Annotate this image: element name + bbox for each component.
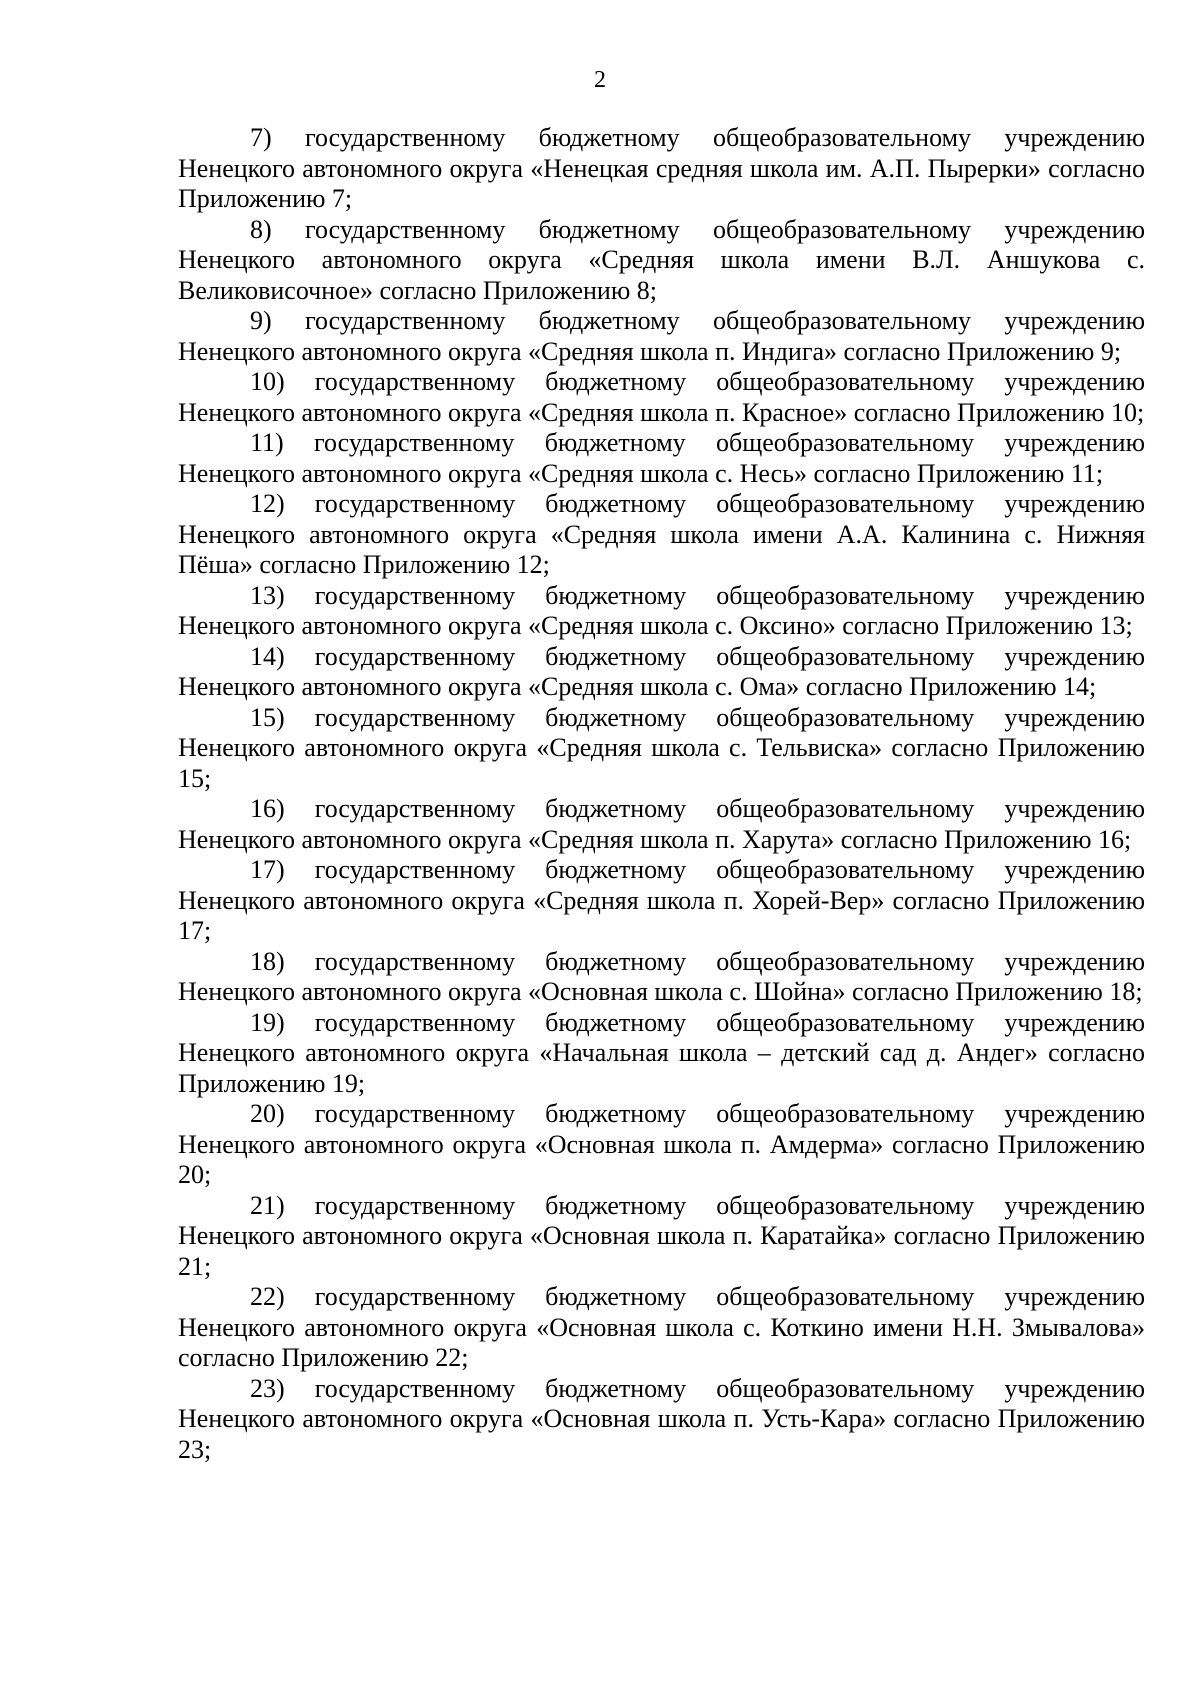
list-item: 8) государственному бюджетному общеобразовательному учреждению Ненецкого автономного округа «Средняя школа имени В.Л. Аншукова с. Великовисочное» согласно Приложению 8; <box>178 214 1145 305</box>
list-item: 18) государственному бюджетному общеобразовательному учреждению Ненецкого автономного округа «Основная школа с. Шойна» согласно Приложению 18; <box>178 946 1145 1006</box>
list-item: 22) государственному бюджетному общеобразовательному учреждению Ненецкого автономного округа «Основная школа с. Коткино имени Н.Н. Змывалова» согласно Приложению 22; <box>178 1282 1145 1372</box>
list-item: 10) государственному бюджетному общеобразовательному учреждению Ненецкого автономного округа «Средняя школа п. Красное» согласно Приложению 10; <box>178 367 1145 427</box>
list-item: 13) государственному бюджетному общеобразовательному учреждению Ненецкого автономного округа «Средняя школа с. Оксино» согласно Приложению 13; <box>178 580 1145 640</box>
list-item: 7) государственному бюджетному общеобразовательному учреждению Ненецкого автономного округа «Ненецкая средняя школа им. А.П. Пырерки» согласно Приложению 7; <box>178 123 1145 213</box>
list-item: 12) государственному бюджетному общеобразовательному учреждению Ненецкого автономного округа «Средняя школа имени А.А. Калинина с. Нижняя Пёша» согласно Приложению 12; <box>178 489 1145 579</box>
document-body <box>178 123 1145 1465</box>
page-number: 2 <box>594 67 606 93</box>
list-item: 11) государственному бюджетному общеобразовательному учреждению Ненецкого автономного округа «Средняя школа с. Несь» согласно Приложению 11; <box>178 428 1145 488</box>
list-item: 15) государственному бюджетному общеобразовательному учреждению Ненецкого автономного округа «Средняя школа с. Тельвиска» согласно Приложению 15; <box>178 702 1145 793</box>
list-item: 21) государственному бюджетному общеобразовательному учреждению Ненецкого автономного округа «Основная школа п. Каратайка» согласно Приложению 21; <box>178 1190 1145 1281</box>
list-item: 14) государственному бюджетному общеобразовательному учреждению Ненецкого автономного округа «Средняя школа с. Ома» согласно Приложению 14; <box>178 641 1145 701</box>
list-item: 23) государственному бюджетному общеобразовательному учреждению Ненецкого автономного округа «Основная школа п. Усть-Кара» согласно Приложению 23; <box>178 1373 1145 1464</box>
list-item: 19) государственному бюджетному общеобразовательному учреждению Ненецкого автономного округа «Начальная школа – детский сад д. Андег» согласно Приложению 19; <box>178 1007 1145 1098</box>
list-item: 17) государственному бюджетному общеобразовательному учреждению Ненецкого автономного округа «Средняя школа п. Хорей-Вер» согласно Приложению 17; <box>178 855 1145 945</box>
list-item: 9) государственному бюджетному общеобразовательному учреждению Ненецкого автономного округа «Средняя школа п. Индига» согласно Приложению 9; <box>178 306 1145 366</box>
list-item: 20) государственному бюджетному общеобразовательному учреждению Ненецкого автономного округа «Основная школа п. Амдерма» согласно Приложению 20; <box>178 1099 1145 1189</box>
list-item: 16) государственному бюджетному общеобразовательному учреждению Ненецкого автономного округа «Средняя школа п. Харута» согласно Приложению 16; <box>178 794 1145 854</box>
